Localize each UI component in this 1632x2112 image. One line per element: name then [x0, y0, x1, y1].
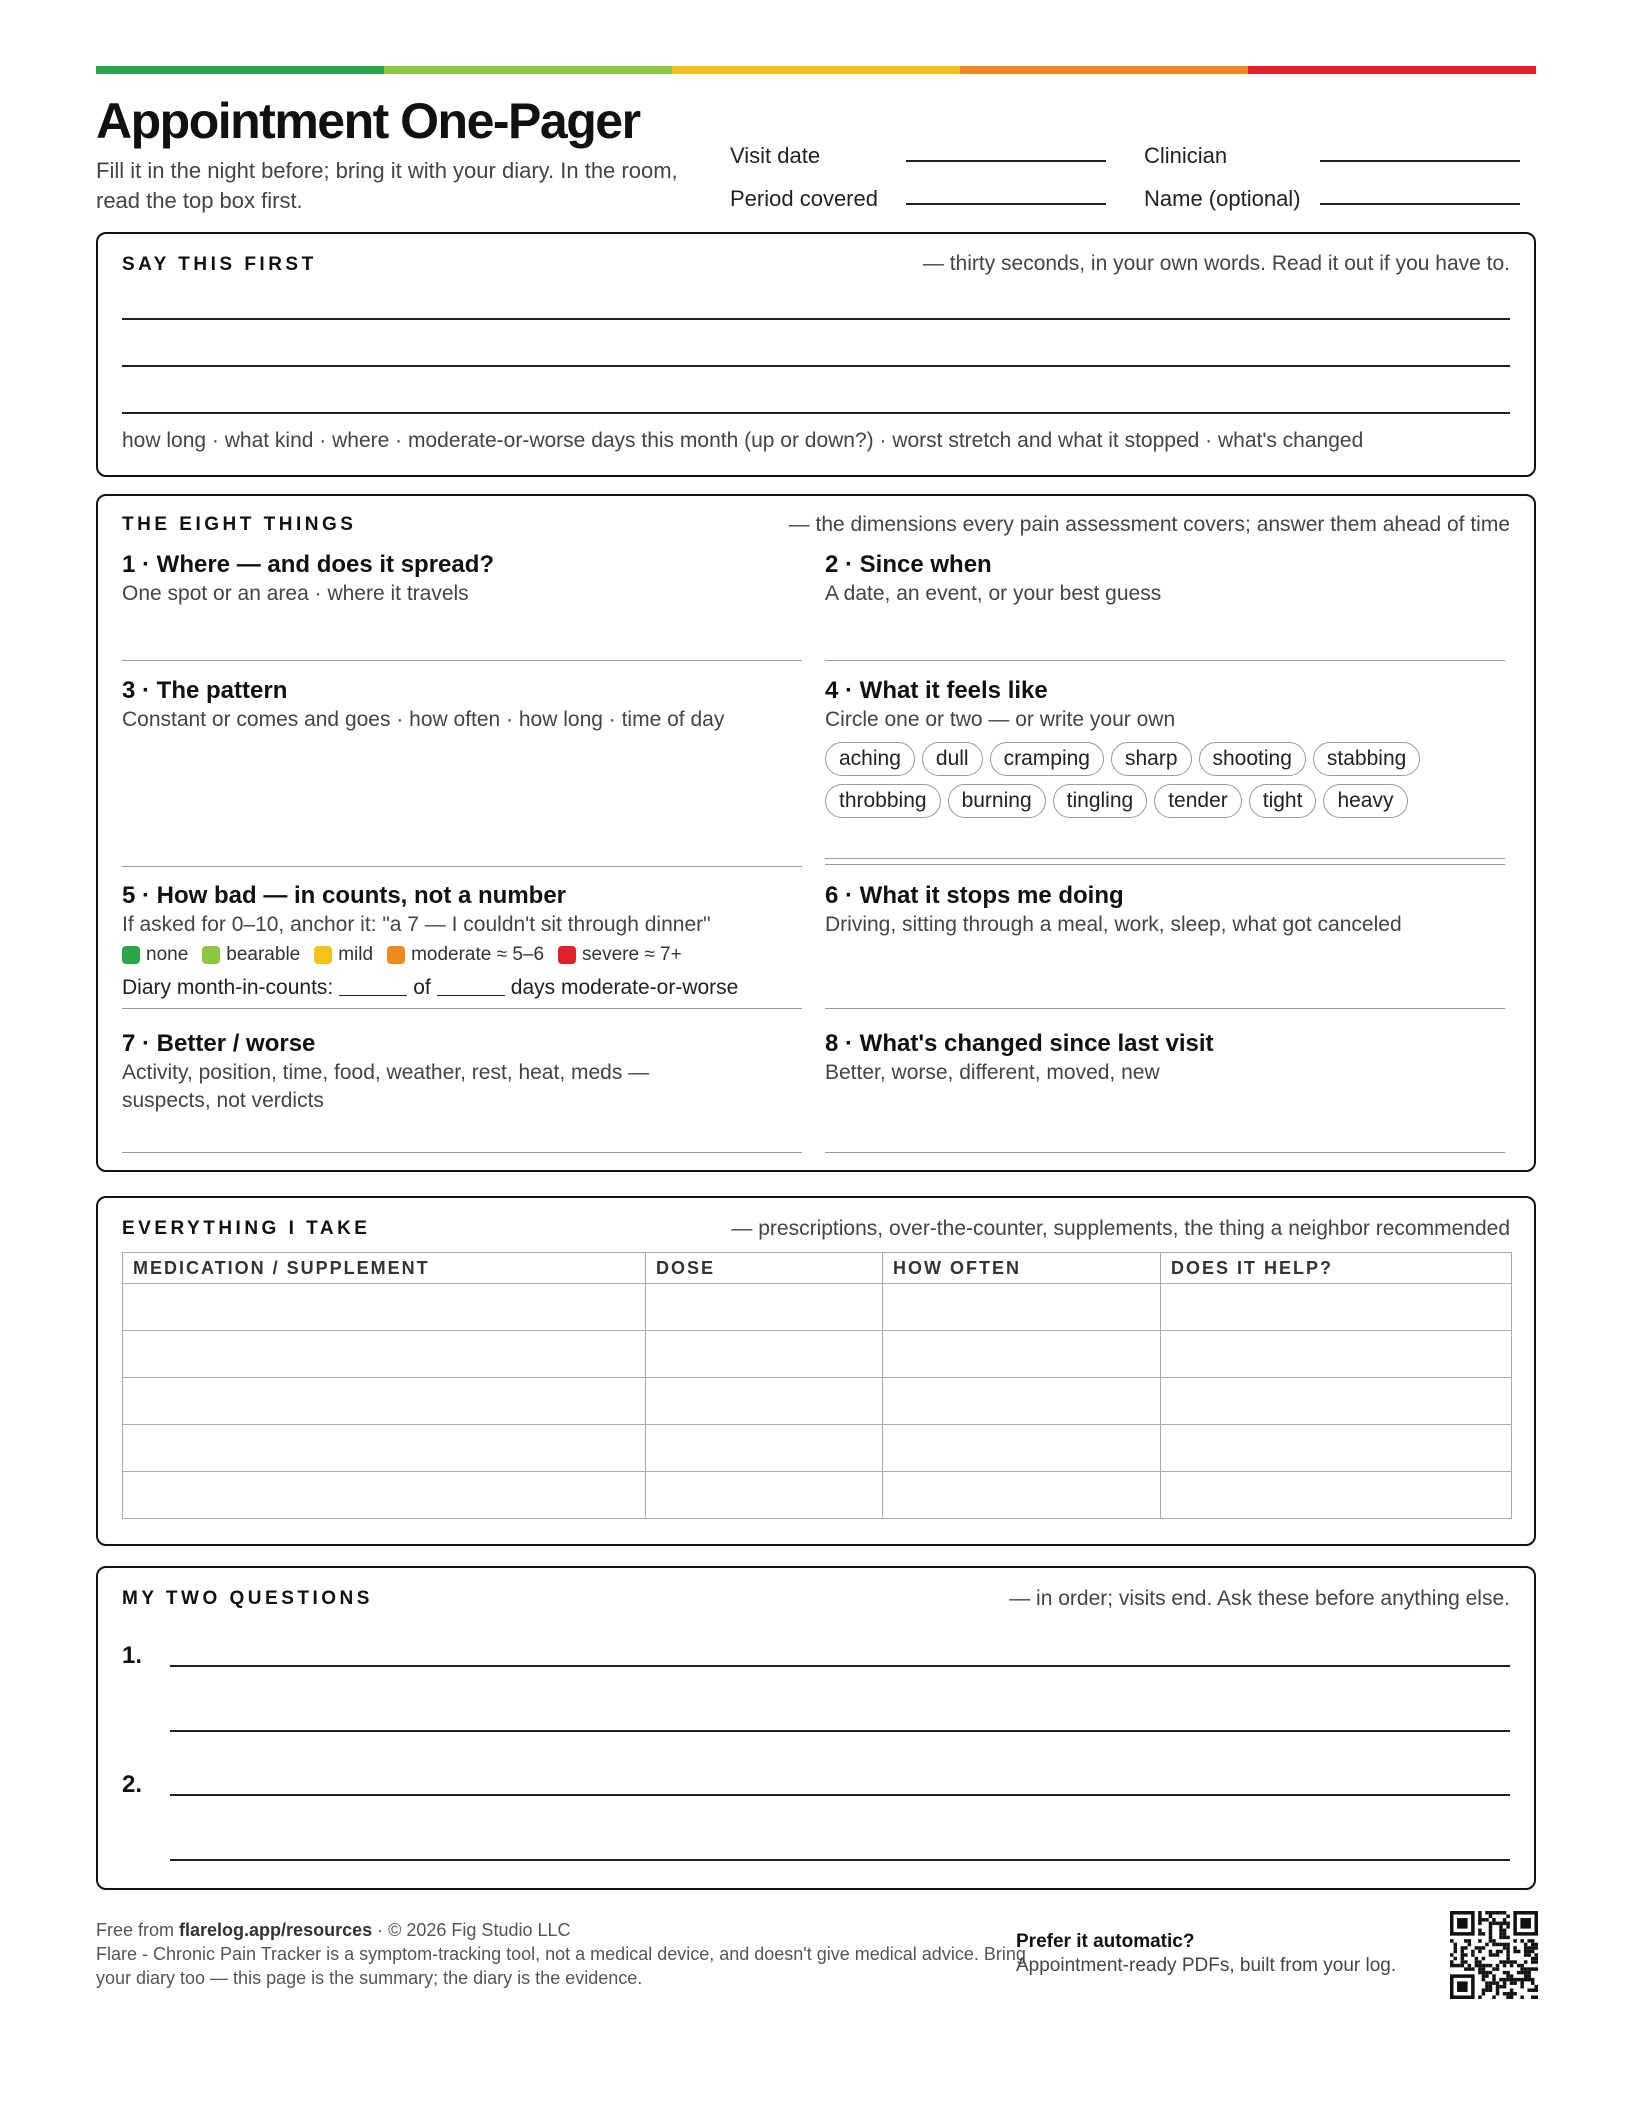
table-cell[interactable] [646, 1331, 883, 1378]
question-number: 1. [122, 1642, 143, 1669]
everything-i-take-box [96, 1196, 1536, 1546]
section-label: SAY THIS FIRST [122, 254, 317, 275]
feeling-chip-heavy[interactable]: heavy [1323, 784, 1407, 818]
table-row [123, 1425, 1512, 1472]
footer-source-line [96, 1918, 1036, 1942]
answer-line[interactable] [825, 858, 1505, 859]
table-cell[interactable] [123, 1378, 646, 1425]
table-cell[interactable] [1161, 1284, 1512, 1331]
question-number: 2. [122, 1771, 143, 1798]
legend-label: bearable [226, 944, 301, 965]
severity-color-bar [96, 66, 1536, 74]
legend-item [122, 944, 188, 966]
item-changed [825, 1029, 1505, 1087]
item-subtitle: A date, an event, or your best guess [825, 582, 1162, 605]
item-subtitle: If asked for 0–10, anchor it: "a 7 — I couldn't sit through dinner" [122, 913, 711, 936]
counts-mid: of [413, 976, 431, 999]
item-subtitle: Better, worse, different, moved, new [825, 1061, 1160, 1084]
clinician-label: Clinician [1144, 143, 1228, 168]
answer-line[interactable] [122, 1152, 802, 1153]
table-cell[interactable] [123, 1331, 646, 1378]
item-subtitle: Circle one or two — or write your own [825, 708, 1176, 731]
table-cell[interactable] [123, 1472, 646, 1519]
prompt-hints: how long · what kind · where · moderate-or-worse days this month (up or down?) · worst stretch and what it stopped · what's changed [122, 429, 1364, 452]
feeling-chip-burning[interactable]: burning [948, 784, 1046, 818]
section-note: — prescriptions, over-the-counter, supplements, the thing a neighbor recommended [731, 1217, 1510, 1240]
item-where [122, 550, 802, 608]
name-label: Name (optional) [1144, 186, 1301, 211]
legend-item [558, 944, 682, 966]
table-cell[interactable] [646, 1284, 883, 1331]
total-blank[interactable] [437, 995, 505, 996]
footer [96, 1918, 1036, 1990]
table-row [123, 1284, 1512, 1331]
item-title: 1 · Where — and does it spread? [122, 551, 495, 578]
item-subtitle: Driving, sitting through a meal, work, sleep, what got canceled [825, 913, 1402, 936]
section-label: MY TWO QUESTIONS [122, 1588, 373, 1609]
writing-line[interactable] [122, 318, 1510, 320]
table-cell[interactable] [883, 1378, 1161, 1425]
feeling-chip-aching[interactable]: aching [825, 742, 915, 776]
item-subtitle: Activity, position, time, food, weather, rest, heat, meds — suspects, not verdicts [122, 1061, 650, 1112]
feeling-chip-tingling[interactable]: tingling [1053, 784, 1148, 818]
section-label: EVERYTHING I TAKE [122, 1218, 371, 1239]
table-cell[interactable] [883, 1472, 1161, 1519]
column-header-how-often: HOW OFTEN [883, 1253, 1161, 1284]
period-covered-field[interactable] [906, 203, 1106, 205]
legend-label: moderate ≈ 5–6 [411, 944, 545, 965]
table-row [123, 1472, 1512, 1519]
visit-date-label: Visit date [730, 143, 821, 168]
column-header-dose: DOSE [646, 1253, 883, 1284]
item-title: 7 · Better / worse [122, 1030, 316, 1057]
legend-swatch [202, 946, 220, 964]
answer-line[interactable] [825, 864, 1505, 865]
table-cell[interactable] [883, 1284, 1161, 1331]
table-cell[interactable] [883, 1331, 1161, 1378]
eight-things-box [96, 494, 1536, 1172]
feeling-chip-sharp[interactable]: sharp [1111, 742, 1192, 776]
diary-counts-line [122, 976, 738, 1000]
answer-line[interactable] [825, 660, 1505, 661]
promo-subtitle: Appointment-ready PDFs, built from your log. [1016, 1955, 1397, 1976]
feeling-chip-shooting[interactable]: shooting [1199, 742, 1306, 776]
question-line[interactable] [170, 1794, 1510, 1796]
count-blank[interactable] [339, 995, 407, 996]
counts-suffix: days moderate-or-worse [510, 976, 739, 999]
answer-line[interactable] [122, 1008, 802, 1009]
table-cell[interactable] [1161, 1472, 1512, 1519]
section-note: — the dimensions every pain assessment covers; answer them ahead of time [788, 513, 1510, 536]
item-stops-me [825, 881, 1505, 939]
feeling-chip-dull[interactable]: dull [922, 742, 983, 776]
item-title: 4 · What it feels like [825, 677, 1048, 704]
page-title: Appointment One-Pager [96, 93, 640, 149]
table-cell[interactable] [883, 1425, 1161, 1472]
promo-title: Prefer it automatic? [1016, 1931, 1195, 1952]
legend-label: severe ≈ 7+ [582, 944, 682, 965]
table-cell[interactable] [1161, 1378, 1512, 1425]
item-title: 8 · What's changed since last visit [825, 1030, 1214, 1057]
legend-swatch [387, 946, 405, 964]
item-title: 3 · The pattern [122, 677, 288, 704]
color-segment-mild [672, 66, 960, 74]
table-cell[interactable] [123, 1425, 646, 1472]
legend-item [387, 944, 544, 966]
name-field[interactable] [1320, 203, 1520, 205]
feeling-chip-throbbing[interactable]: throbbing [825, 784, 941, 818]
legend-item [202, 944, 300, 966]
table-cell[interactable] [1161, 1425, 1512, 1472]
item-title: 6 · What it stops me doing [825, 882, 1124, 909]
answer-line[interactable] [825, 1152, 1505, 1153]
table-cell[interactable] [646, 1378, 883, 1425]
feeling-chip-tender[interactable]: tender [1154, 784, 1242, 818]
period-covered-label: Period covered [730, 186, 878, 211]
qr-code-icon[interactable] [1450, 1911, 1538, 1999]
section-note: — thirty seconds, in your own words. Read it out if you have to. [922, 252, 1510, 275]
feeling-chip-tight[interactable]: tight [1249, 784, 1317, 818]
item-better-worse [122, 1029, 802, 1115]
question-line[interactable] [170, 1859, 1510, 1861]
legend-label: mild [338, 944, 374, 965]
visit-date-field[interactable] [906, 160, 1106, 162]
table-cell[interactable] [123, 1284, 646, 1331]
say-this-first-box [96, 232, 1536, 477]
feeling-chip-cramping[interactable]: cramping [990, 742, 1104, 776]
item-pattern [122, 676, 802, 734]
feeling-chip-stabbing[interactable]: stabbing [1313, 742, 1420, 776]
answer-line[interactable] [122, 866, 802, 867]
feeling-chips [825, 742, 1525, 818]
page-subtitle: Fill it in the night before; bring it with your diary. In the room, read the top box first. [96, 158, 678, 213]
answer-line[interactable] [825, 1008, 1505, 1009]
medication-table [122, 1252, 1512, 1519]
writing-line[interactable] [122, 412, 1510, 414]
promo [1016, 1930, 1396, 1978]
disclaimer-text: Flare - Chronic Pain Tracker is a symptom-tracking tool, not a medical device, and doesn't give medical advice. Bring your diary too — this page is the summary; the diary is the evidence. [96, 1944, 1026, 1988]
section-label: THE EIGHT THINGS [122, 514, 357, 535]
table-cell[interactable] [1161, 1331, 1512, 1378]
item-title: 5 · How bad — in counts, not a number [122, 882, 567, 909]
free-from-text: Free from [96, 1920, 175, 1940]
item-feels-like [825, 676, 1505, 734]
counts-prefix: Diary month-in-counts: [122, 976, 334, 999]
answer-line[interactable] [122, 660, 802, 661]
section-note: — in order; visits end. Ask these before anything else. [1009, 1587, 1510, 1610]
item-subtitle: One spot or an area · where it travels [122, 582, 469, 605]
question-line[interactable] [170, 1730, 1510, 1732]
legend-swatch [122, 946, 140, 964]
severity-legend [122, 944, 696, 966]
color-segment-moderate [960, 66, 1248, 74]
question-line[interactable] [170, 1665, 1510, 1667]
color-segment-severe [1248, 66, 1536, 74]
item-since-when [825, 550, 1505, 608]
table-row [123, 1331, 1512, 1378]
table-row [123, 1378, 1512, 1425]
item-subtitle: Constant or comes and goes · how often · how long · time of day [122, 708, 725, 731]
color-segment-bearable [384, 66, 672, 74]
my-two-questions-box [96, 1566, 1536, 1890]
legend-swatch [558, 946, 576, 964]
table-cell[interactable] [646, 1425, 883, 1472]
color-segment-none [96, 66, 384, 74]
clinician-field[interactable] [1320, 160, 1520, 162]
table-cell[interactable] [646, 1472, 883, 1519]
legend-label: none [146, 944, 189, 965]
legend-item [314, 944, 373, 966]
legend-swatch [314, 946, 332, 964]
copyright-text: · © 2026 Fig Studio LLC [377, 1920, 571, 1940]
item-how-bad [122, 881, 802, 939]
resources-link[interactable]: flarelog.app/resources [179, 1920, 373, 1940]
column-header-medication: MEDICATION / SUPPLEMENT [123, 1253, 646, 1284]
item-title: 2 · Since when [825, 551, 992, 578]
column-header-does-it-help: DOES IT HELP? [1161, 1253, 1512, 1284]
writing-line[interactable] [122, 365, 1510, 367]
